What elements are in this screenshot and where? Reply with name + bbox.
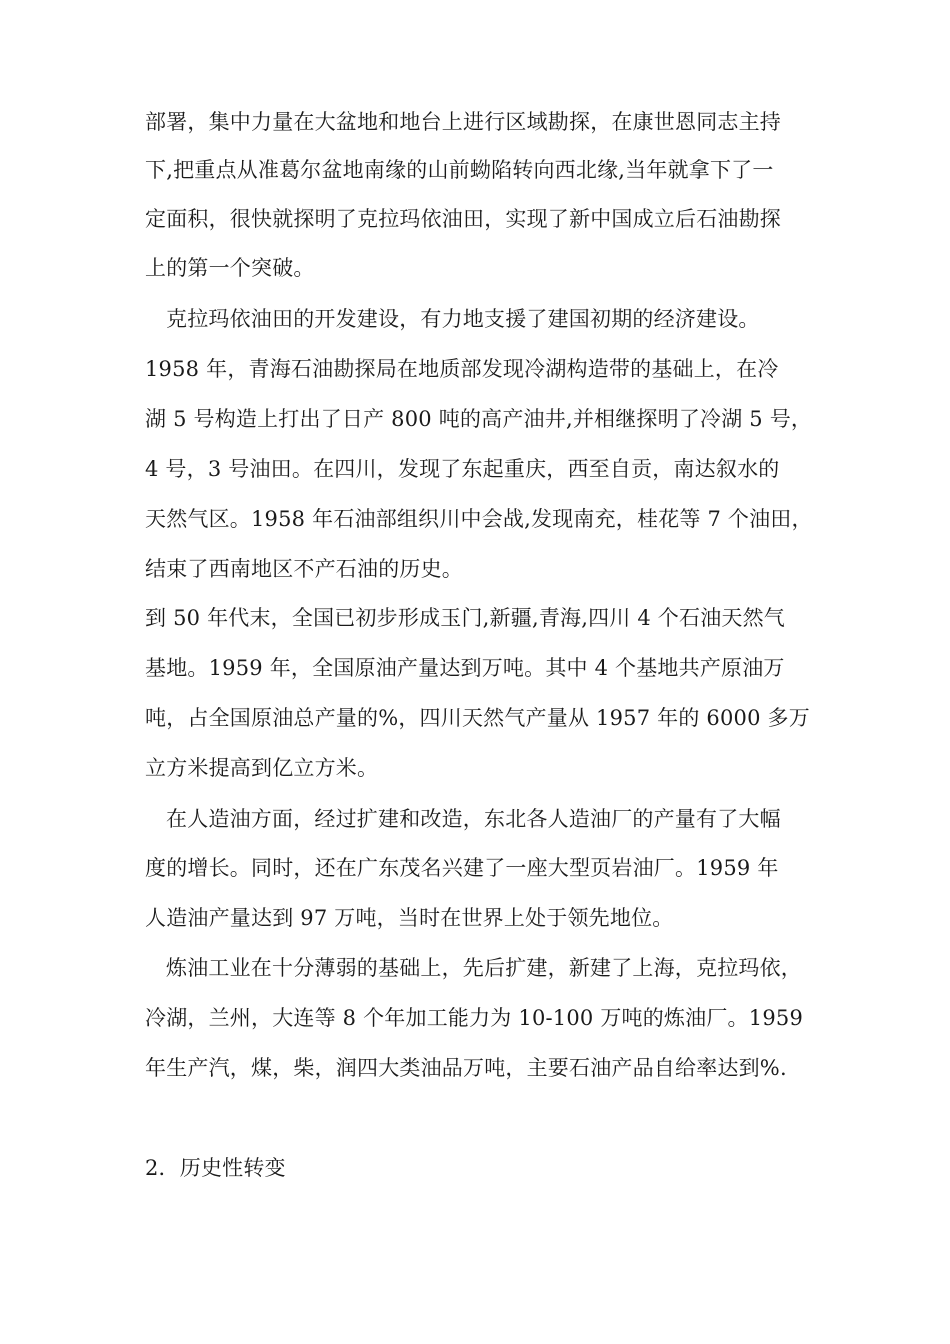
paragraph-first-line: 炼油工业在十分薄弱的基础上，先后扩建，新建了上海，克拉玛依， [166, 956, 802, 980]
text-line: 冷湖，兰州，大连等 8 个年加工能力为 10-100 万吨的炼油厂。1959 [145, 1006, 804, 1030]
text-line: 立方米提高到亿立方米。 [145, 756, 379, 780]
text-line: 4 号，3 号油田。在四川，发现了东起重庆，西至自贡，南达叙水的 [145, 457, 780, 481]
text-line: 度的增长。同时，还在广东茂名兴建了一座大型页岩油厂。1959 年 [145, 856, 779, 880]
text-line: 天然气区。1958 年石油部组织川中会战,发现南充，桂花等 7 个油田， [145, 507, 813, 531]
text-line: 部署，集中力量在大盆地和地台上进行区域勘探，在康世恩同志主持 [145, 110, 781, 134]
text-line: 1958 年，青海石油勘探局在地质部发现冷湖构造带的基础上，在冷 [145, 357, 779, 381]
text-line: 定面积，很快就探明了克拉玛依油田，实现了新中国成立后石油勘探 [145, 207, 781, 231]
text-line: 湖 5 号构造上打出了日产 800 吨的高产油井,并相继探明了冷湖 5 号， [145, 407, 813, 431]
paragraph-first-line: 克拉玛依油田的开发建设，有力地支援了建国初期的经济建设。 [166, 307, 760, 331]
text-line: 上的第一个突破。 [145, 256, 315, 280]
text-line: 下,把重点从准葛尔盆地南缘的山前蚴陷转向西北缘,当年就拿下了一 [145, 158, 774, 182]
text-line: 年生产汽，煤，柴，润四大类油品万吨，主要石油产品自给率达到%. [145, 1056, 787, 1080]
section-heading: 2．历史性转变 [145, 1156, 286, 1180]
text-line: 吨，占全国原油总产量的%，四川天然气产量从 1957 年的 6000 多万 [145, 706, 810, 730]
text-line: 人造油产量达到 97 万吨，当时在世界上处于领先地位。 [145, 906, 674, 930]
paragraph-first-line: 在人造油方面，经过扩建和改造，东北各人造油厂的产量有了大幅 [166, 807, 781, 831]
text-line: 结束了西南地区不产石油的历史。 [145, 557, 463, 581]
text-line: 基地。1959 年，全国原油产量达到万吨。其中 4 个基地共产原油万 [145, 656, 785, 680]
text-line: 到 50 年代末，全国已初步形成玉门,新疆,青海,四川 4 个石油天然气 [145, 606, 786, 630]
